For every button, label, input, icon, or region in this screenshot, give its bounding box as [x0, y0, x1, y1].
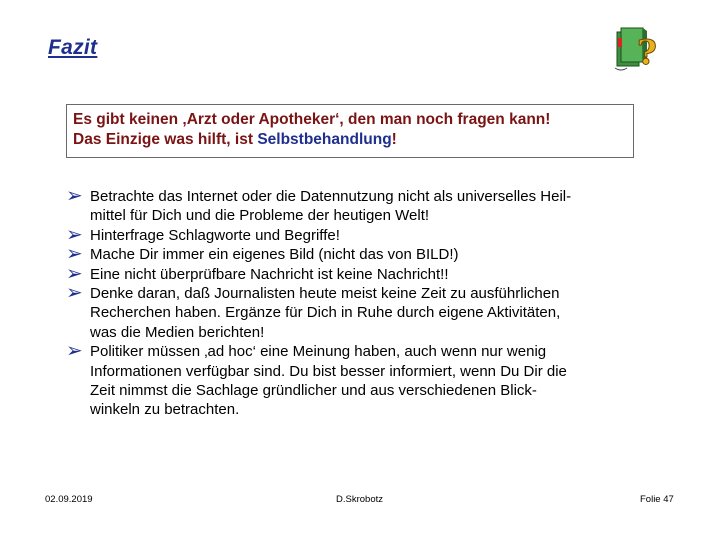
key-message-suffix: ! — [391, 131, 397, 148]
list-item — [66, 262, 666, 285]
slide-title: Fazit — [48, 36, 98, 59]
bullet-text-line: Hinterfrage Schlagworte und Begriffe! — [90, 226, 340, 244]
bullet-text-line: was die Medien berichten! — [90, 323, 265, 341]
bullet-list — [66, 187, 666, 420]
arrow-bullet-icon: ➢ — [66, 223, 83, 246]
bullet-text-line: Informationen verfügbar sind. Du bist besser informiert, wenn Du Dir die — [90, 362, 567, 380]
arrow-bullet-icon: ➢ — [66, 243, 83, 266]
bullet-text-line: Eine nicht überprüfbare Nachricht ist keine Nachricht!! — [90, 265, 449, 283]
bullet-text-line: Politiker müssen ‚ad hoc‘ eine Meinung haben, auch wenn nur wenig — [90, 343, 547, 361]
list-item — [66, 223, 666, 246]
bullet-text-line: Mache Dir immer ein eigenes Bild (nicht das von BILD!) — [90, 246, 459, 264]
arrow-bullet-icon: ➢ — [66, 185, 83, 207]
bullet-text-line: Betrachte das Internet oder die Datennutzung nicht als universelles Heil- — [90, 188, 572, 205]
list-item — [66, 342, 666, 420]
arrow-bullet-icon: ➢ — [66, 282, 83, 305]
bullet-text-line: mittel für Dich und die Probleme der heutigen Welt! — [90, 207, 430, 225]
bullet-text-line: Denke daran, daß Journalisten heute meist keine Zeit zu ausführlichen — [90, 285, 560, 303]
list-item — [66, 284, 666, 342]
footer-author: D.Skrobotz — [336, 494, 383, 505]
svg-text:?: ? — [637, 33, 657, 73]
bullet-text-line: winkeln zu betrachten. — [90, 401, 240, 419]
list-item — [66, 245, 666, 264]
footer-date: 02.09.2019 — [45, 494, 93, 505]
key-message-line-2 — [73, 130, 627, 150]
key-message-box — [66, 104, 634, 158]
bullet-text-line: Zeit nimmst die Sachlage gründlicher und aus verschiedenen Blick- — [90, 382, 537, 400]
bullet-text-line: Recherchen haben. Ergänze für Dich in Ruhe durch eigene Aktivitäten, — [90, 304, 561, 322]
key-message-highlight: Selbstbehandlung — [257, 131, 392, 148]
key-message-line-1: Es gibt keinen ‚Arzt oder Apotheker‘, den man noch fragen kann! — [73, 111, 551, 128]
arrow-bullet-icon: ➢ — [66, 262, 83, 285]
list-item — [66, 187, 666, 226]
footer-page-number: Folie 47 — [640, 494, 674, 505]
arrow-bullet-icon: ➢ — [66, 340, 83, 363]
question-book-icon — [609, 22, 661, 74]
key-message-prefix: Das Einzige was hilft, ist — [73, 131, 258, 148]
